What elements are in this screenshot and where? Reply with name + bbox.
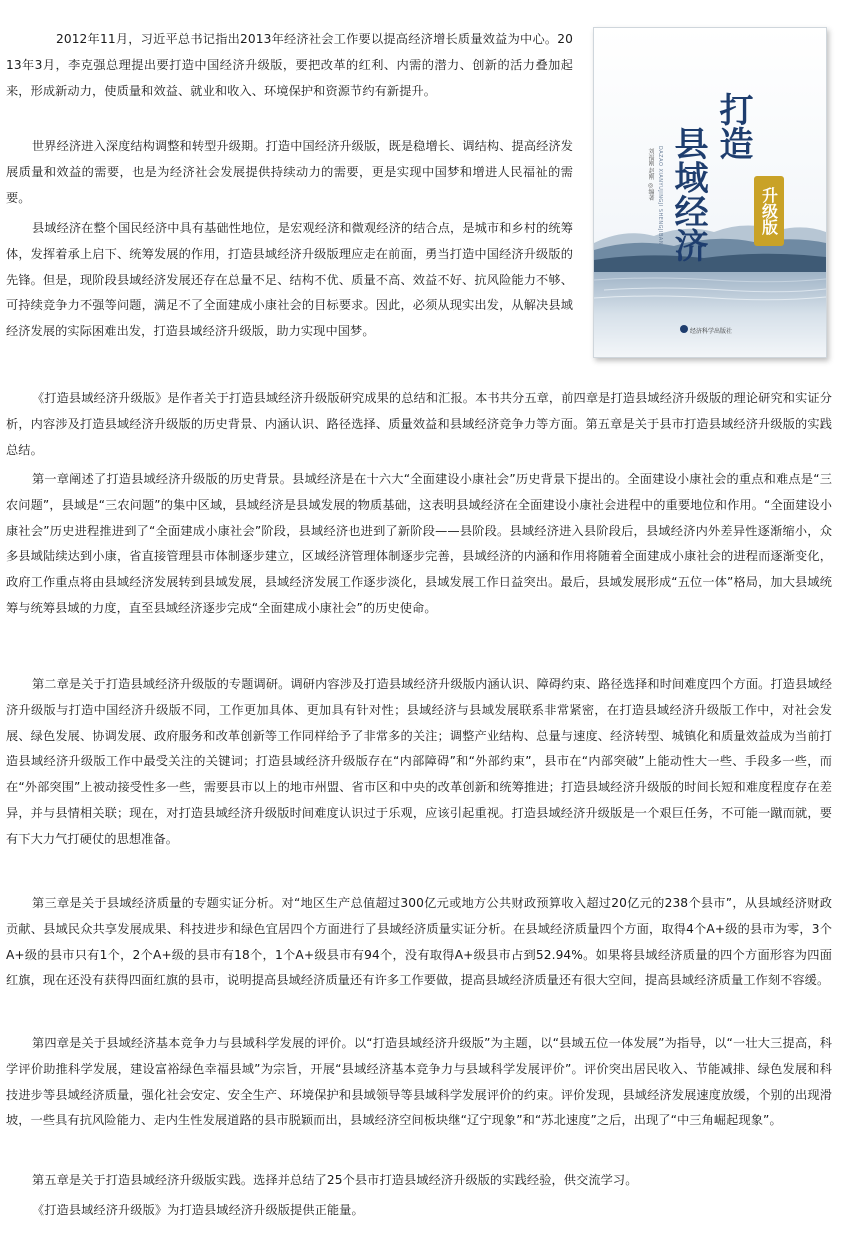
cover-authors: 刘福刚 赵刚 ◎编著 <box>647 148 654 201</box>
cover-pinyin: DAZAO XIANYUJINGJI SHENGJIBAN <box>657 146 663 246</box>
publisher-logo-icon <box>680 325 688 333</box>
cover-title-line-1: 打造 <box>713 92 753 160</box>
intro-paragraph-1: 2012年11月，习近平总书记指出2013年经济社会工作要以提高经济增长质量效益为中心。2013年3月，李克强总理提出要打造中国经济升级版，要把改革的红利、内需的潜力、创新的活力叠加起来，形成新动力，使质量和效益、就业和收入、环境保护和资源节约有新提升。 <box>6 32 573 98</box>
cover-landscape-illustration <box>594 28 826 357</box>
closing-paragraph: 《打造县域经济升级版》为打造县域经济升级版提供正能量。 <box>32 1203 364 1217</box>
cover-upgrade-badge: 升级版 <box>754 176 784 246</box>
chapter-3-paragraph: 第三章是关于县域经济质量的专题实证分析。对“地区生产总值超过300亿元或地方公共财政预算收入超过20亿元的238个县市”，从县域经济财政贡献、县域民众共享发展成果、科技进步和绿色宜居四个方面进行了县域经济质量实证分析。在县域经济质量四个方面，取得4个A+级的县市为零，3个A+级的县市只有1个，2个A+级的县市有18个，1个A+级县市有94个，没有取得A+级县市占到52.94%。如果将县域经济质量的四个方面形容为四面红旗，现在还没有获得四面红旗的县市，说明提高县域经济质量还有许多工作要做，提高县域经济质量还有很大空间，提高县域经济质量工作刻不容缓。 <box>6 896 832 988</box>
chapter-4-paragraph: 第四章是关于县域经济基本竞争力与县域科学发展的评价。以“打造县域经济升级版”为主题，以“县域五位一体发展”为指导，以“一壮大三提高，科学评价助推科学发展，建设富裕绿色幸福县域”为宗旨，开展“县域经济基本竞争力与县域科学发展评价”。评价突出居民收入、节能减排、绿色发展和科技进步等县域经济质量，强化社会安定、安全生产、环境保护和县域领导等县域科学发展评价的约束。评价发现，县域经济发展速度放缓，个别的出现滑坡，一些具有抗风险能力、走内生性发展道路的县市脱颖而出，县域经济空间板块继“辽宁现象”和“苏北速度”之后，出现了“中三角崛起现象”。 <box>6 1036 832 1128</box>
cover-publisher: 经济科学出版社 <box>690 328 733 335</box>
book-overview-paragraph: 《打造县域经济升级版》是作者关于打造县域经济升级版研究成果的总结和汇报。本书共分五章，前四章是打造县域经济升级版的理论研究和实证分析，内容涉及打造县域经济升级版的历史背景、内涵认识、路径选择、质量效益和县域经济竞争力等方面。第五章是关于县市打造县域经济升级版的实践总结。 <box>6 391 832 457</box>
chapter-1-paragraph: 第一章阐述了打造县域经济升级版的历史背景。县域经济是在十六大“全面建设小康社会”历史背景下提出的。全面建设小康社会的重点和难点是“三农问题”，县域是“三农问题”的集中区域，县域经济是县域发展的物质基础，这表明县域经济在全面建设小康社会进程中的重要地位和作用。“全面建设小康社会”历史进程推进到了“全面建成小康社会”阶段，县域经济也进到了新阶段——县阶段。县域经济进入县阶段后，县域经济内外差异性逐渐缩小，众多县域陆续达到小康，省直接管理县市体制逐步建立，区域经济管理体制逐步完善，县域经济的内涵和作用将随着全面建成小康社会的进程而逐渐变化，政府工作重点将由县域经济发展转到县域发展，县域经济发展工作逐步淡化，县域发展工作日益突出。最后，县域发展形成“五位一体”格局，加大县域统筹与统筹县域的力度，直至县域经济逐步完成“全面建成小康社会”的历史使命。 <box>6 472 832 615</box>
cover-title-line-2: 县域经济 <box>668 126 708 262</box>
chapter-2-paragraph: 第二章是关于打造县域经济升级版的专题调研。调研内容涉及打造县域经济升级版内涵认识、障碍约束、路径选择和时间难度四个方面。打造县域经济升级版与打造中国经济升级版不同，工作更加具体、更加具有针对性；县域经济与县域发展联系非常紧密，在打造县域经济升级版工作中，对社会发展、绿色发展、协调发展、政府服务和改革创新等工作同样给予了非常多的关注；调整产业结构、总量与速度、经济转型、城镇化和质量效益成为当前打造县域经济升级版工作中最受关注的关键词；打造县域经济升级版存在“内部障碍”和“外部约束”，县市在“内部突破”上能动性大一些、手段多一些，而在“外部突围”上被动接受性多一些，需要县市以上的地市州盟、省市区和中央的改革创新和统筹推进；打造县域经济升级版的时间长短和难度程度存在差异，并与县情相关联；现在，对打造县域经济升级版时间难度认识过于乐观，应该引起重视。打造县域经济升级版是一个艰巨任务，不可能一蹴而就，要有下大力气打硬仗的思想准备。 <box>6 677 832 846</box>
intro-paragraph-2: 世界经济进入深度结构调整和转型升级期。打造中国经济升级版，既是稳增长、调结构、提高经济发展质量和效益的需要，也是为经济社会发展提供持续动力的需要，更是实现中国梦和增进人民福祉的需要。 <box>6 139 573 205</box>
book-cover-image <box>593 27 827 358</box>
intro-paragraph-3: 县域经济在整个国民经济中具有基础性地位，是宏观经济和微观经济的结合点，是城市和乡村的统筹体，发挥着承上启下、统筹发展的作用，打造县域经济升级版理应走在前面，勇当打造中国经济升级版的先锋。但是，现阶段县域经济发展还存在总量不足、结构不优、质量不高、效益不好、抗风险能力不够、可持续竞争力不强等问题，满足不了全面建成小康社会的目标要求。因此，必须从现实出发，从解决县域经济发展的实际困难出发，打造县域经济升级版，助力实现中国梦。 <box>6 221 573 339</box>
chapter-5-paragraph: 第五章是关于打造县域经济升级版实践。选择并总结了25个县市打造县域经济升级版的实践经验，供交流学习。 <box>32 1173 638 1187</box>
